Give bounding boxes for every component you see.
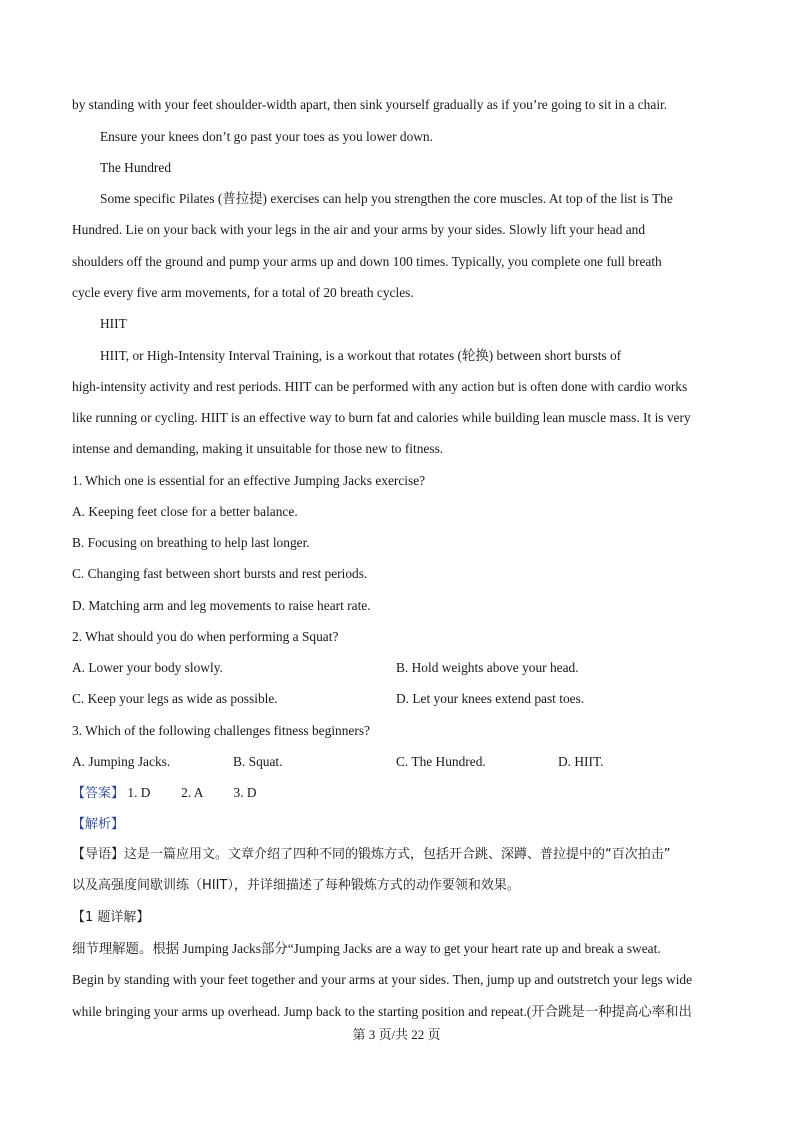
- q1-option-d: D. Matching arm and leg movements to raise heart rate.: [72, 598, 371, 613]
- q3-option-a: A. Jumping Jacks.: [72, 754, 171, 769]
- answer-label: 【答案】: [72, 786, 125, 801]
- passage-line: Hundred. Lie on your back with your legs in the air and your arms by your sides. Slowly lift your head and: [72, 222, 646, 237]
- q2-option-d: D. Let your knees extend past toes.: [396, 691, 585, 706]
- answer-2: 2. A: [181, 785, 203, 800]
- question-3: 3. Which of the following challenges fitness beginners?: [72, 723, 370, 738]
- q3-option-b: B. Squat.: [233, 754, 283, 769]
- answer-3: 3. D: [233, 785, 257, 800]
- answer-row: [72, 784, 257, 803]
- detail-line: Begin by standing with your feet together and your arms at your sides. Then, jump up and outstretch your legs wide: [72, 972, 693, 987]
- q3-option-d: D. HIIT.: [558, 754, 604, 769]
- passage-line: by standing with your feet shoulder-width apart, then sink yourself gradually as if you’re going to sit in a chair.: [72, 97, 668, 112]
- guide-line-2: 以及高强度间歇训练（HIIT），并详细描述了每种锻炼方式的动作要领和效果。: [72, 878, 520, 893]
- question-1: 1. Which one is essential for an effective Jumping Jacks exercise?: [72, 473, 426, 488]
- detail-line: 细节理解题。根据 Jumping Jacks部分“Jumping Jacks are a way to get your heart rate up and break a sweat.: [72, 941, 661, 956]
- q1-option-c: C. Changing fast between short bursts and rest periods.: [72, 566, 368, 581]
- passage-line: shoulders off the ground and pump your arms up and down 100 times. Typically, you complete one full breath: [72, 254, 662, 269]
- q1-option-b: B. Focusing on breathing to help last longer.: [72, 535, 310, 550]
- question-2: 2. What should you do when performing a Squat?: [72, 629, 339, 644]
- detail-line: while bringing your arms up overhead. Jump back to the starting position and repeat.(开合跳是一种提高心率和出: [72, 1004, 692, 1019]
- passage-line: cycle every five arm movements, for a total of 20 breath cycles.: [72, 285, 414, 300]
- q2-option-c: C. Keep your legs as wide as possible.: [72, 691, 278, 706]
- q2-option-b: B. Hold weights above your head.: [396, 660, 579, 675]
- answer-1: 1. D: [127, 785, 151, 800]
- passage-line: Ensure your knees don’t go past your toes as you lower down.: [100, 129, 433, 144]
- passage-line: intense and demanding, making it unsuitable for those new to fitness.: [72, 441, 444, 456]
- analysis-heading: 【解析】: [72, 817, 125, 832]
- guide-label: 【导语】: [72, 847, 125, 862]
- passage-line: HIIT, or High-Intensity Interval Training, is a workout that rotates (轮换) between short bursts of: [100, 348, 622, 363]
- q1-option-a: A. Keeping feet close for a better balance.: [72, 504, 298, 519]
- section-heading-hiit: HIIT: [100, 316, 127, 331]
- passage-line: like running or cycling. HIIT is an effective way to burn fat and calories while building lean muscle mass. It is very: [72, 410, 691, 425]
- passage-line: Some specific Pilates (普拉提) exercises can help you strengthen the core muscles. At top of the list is The: [100, 191, 673, 206]
- page-number: 第 3 页/共 22 页: [352, 1027, 441, 1042]
- q3-option-c: C. The Hundred.: [396, 754, 486, 769]
- section-heading-hundred: The Hundred: [100, 160, 172, 175]
- q2-option-a: A. Lower your body slowly.: [72, 660, 223, 675]
- q1-detail-label: 【1 题详解】: [72, 910, 150, 925]
- passage-line: high-intensity activity and rest periods. HIIT can be performed with any action but is often done with cardio works: [72, 379, 688, 394]
- guide-line: 【导语】这是一篇应用文。文章介绍了四种不同的锻炼方式，包括开合跳、深蹲、普拉提中的“百次拍击”: [72, 847, 671, 862]
